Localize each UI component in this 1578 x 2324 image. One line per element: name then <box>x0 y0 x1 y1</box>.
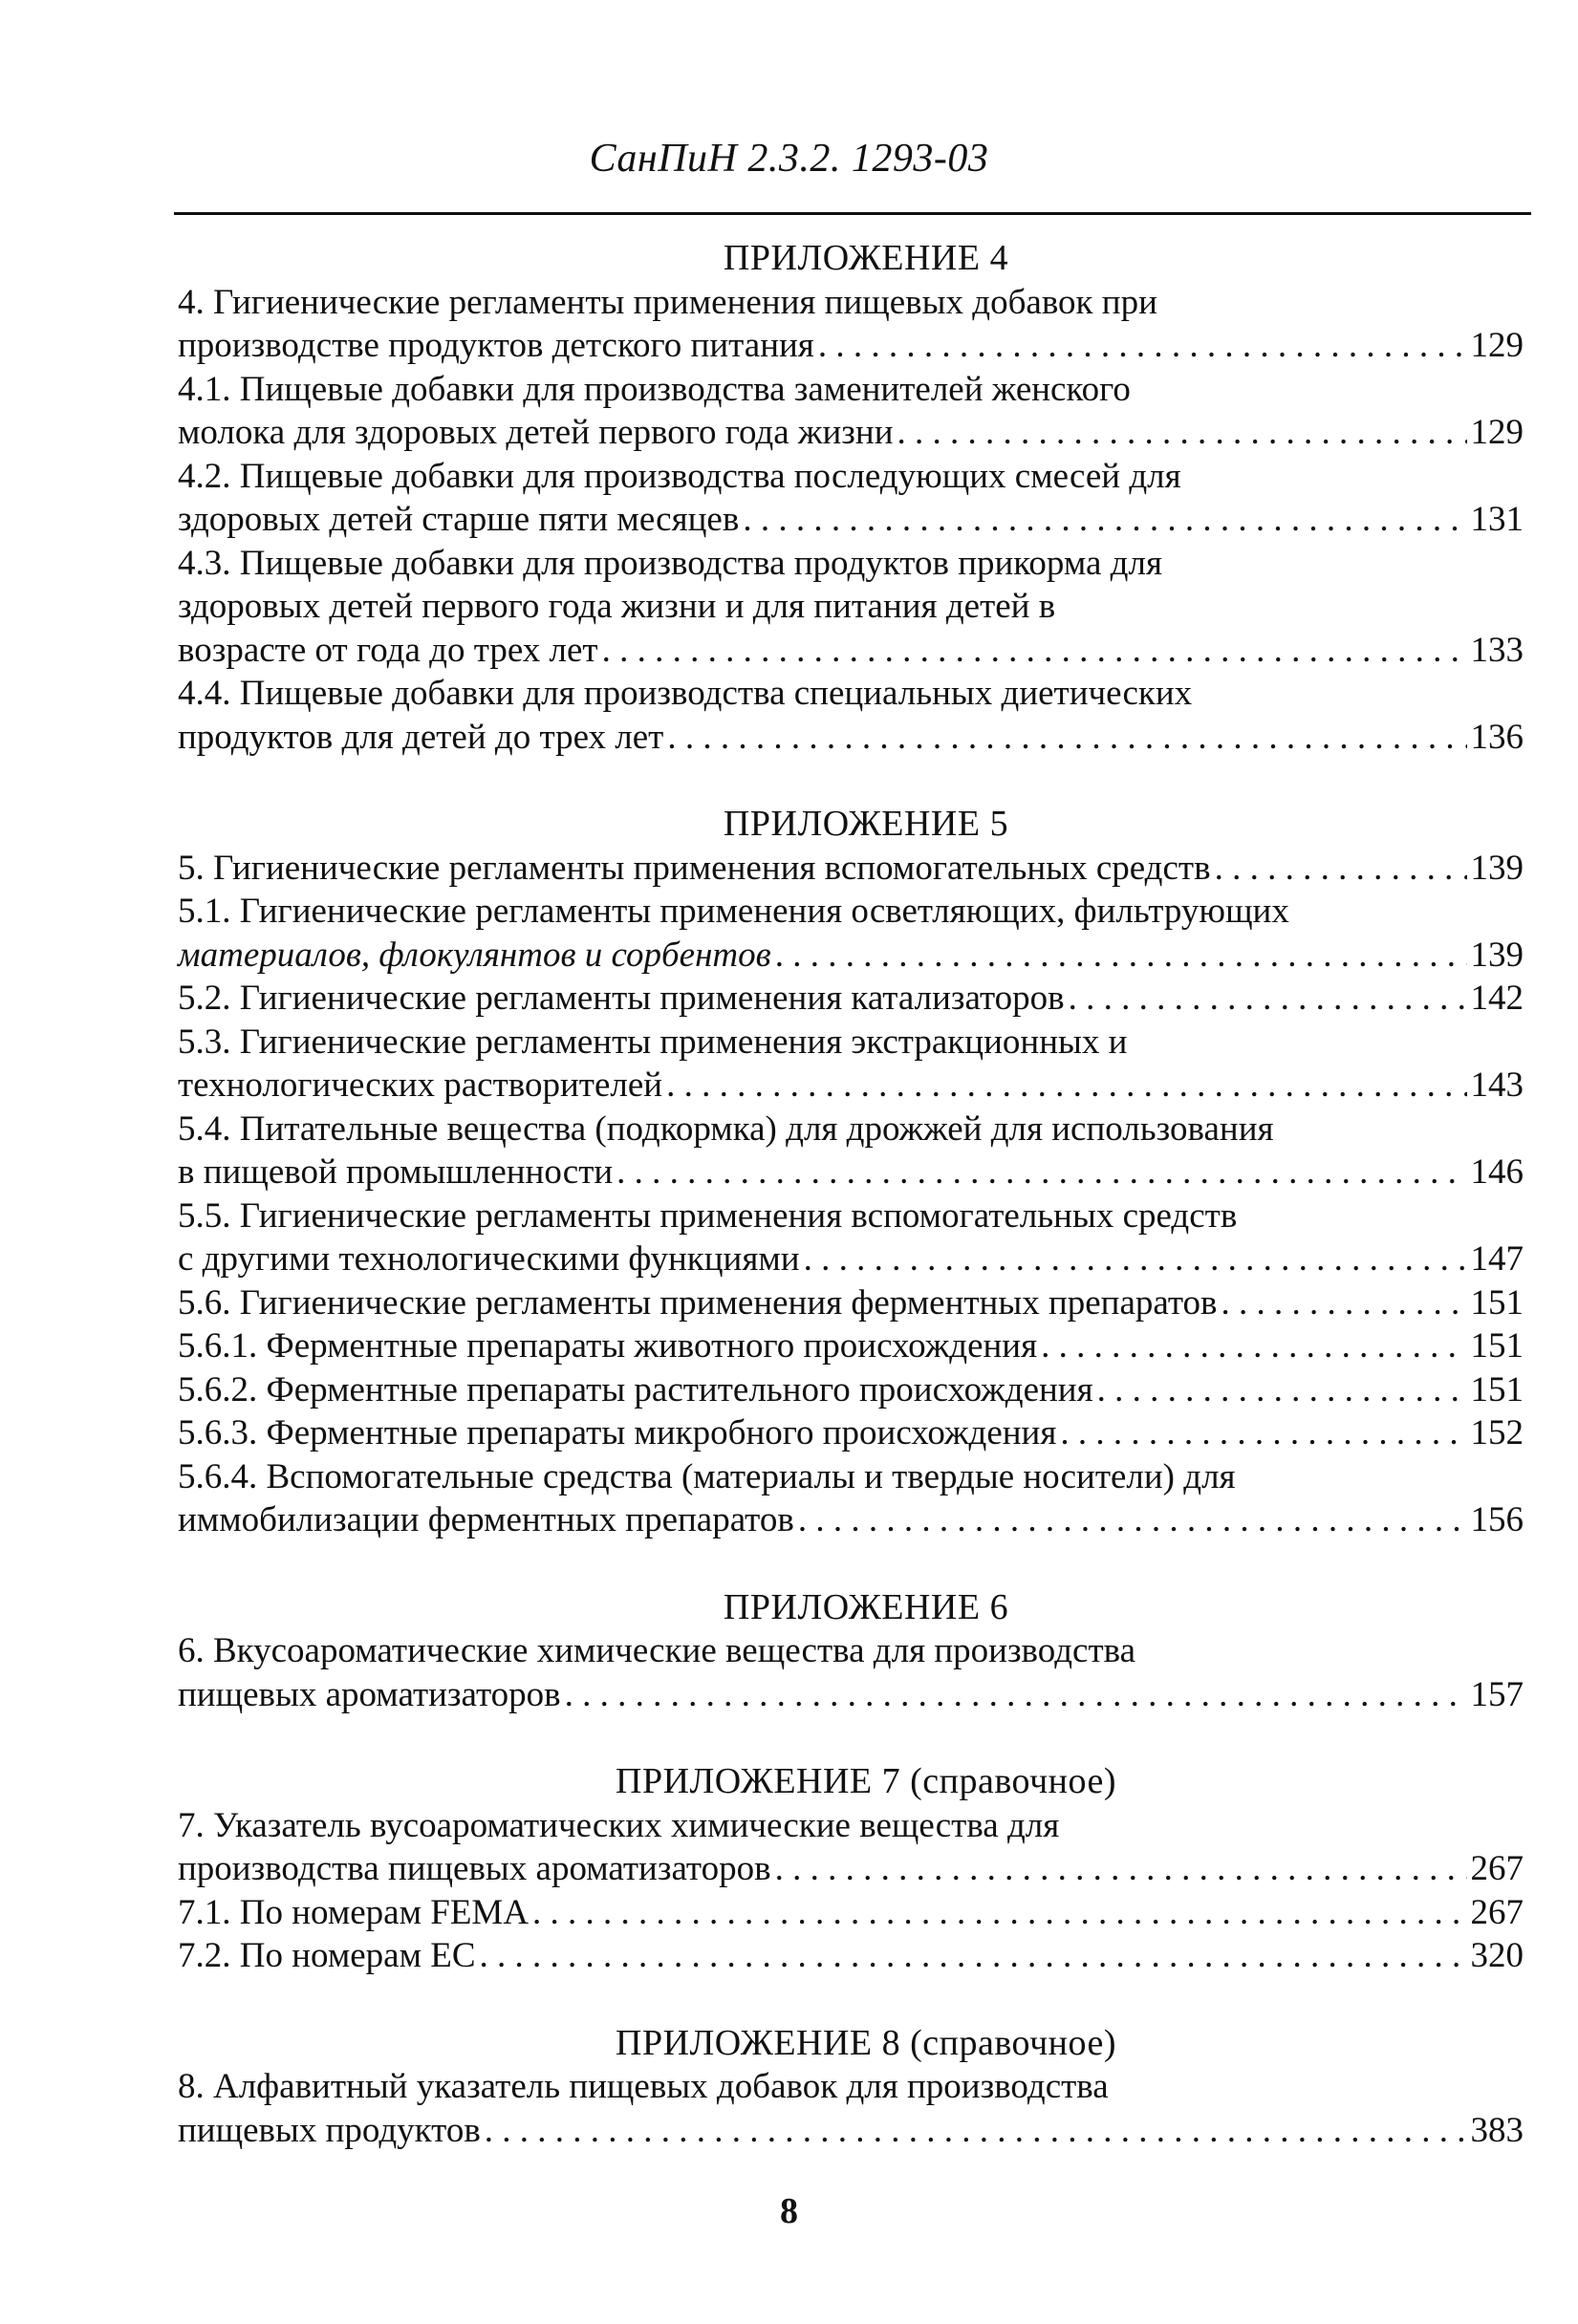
dot-leader <box>602 629 1467 673</box>
toc-entry[interactable] <box>178 1891 1524 1935</box>
toc-entry-line: 6. Вкусоароматические химические вещества для производства <box>178 1631 1136 1670</box>
toc-entry-line: 4.3. Пищевые добавки для производства продуктов прикорма для <box>178 543 1162 583</box>
section-title: ПРИЛОЖЕНИЕ 7 (справочное) <box>616 1761 1116 1801</box>
toc-entry-line: 4. Гигиенические регламенты применения пищевых добавок при <box>178 282 1157 322</box>
toc-entry[interactable] <box>178 1411 1524 1455</box>
toc-entry-title: с другими технологическими функциями <box>178 1239 800 1279</box>
toc-entry-title: 5. Гигиенические регламенты применения вспомогательных средств <box>178 848 1211 888</box>
running-header: СанПиН 2.3.2. 1293-03 <box>589 137 989 181</box>
toc-entry-leader-line <box>178 977 1524 1021</box>
toc-entry[interactable] <box>178 672 1524 759</box>
toc-entry-title: возрасте от года до трех лет <box>178 630 598 670</box>
dot-leader <box>804 1237 1467 1281</box>
toc-entry-leader-line <box>178 1151 1524 1194</box>
toc-entry-title: пищевых продуктов <box>178 2110 481 2150</box>
header-rule <box>174 212 1531 215</box>
toc-entry-leader-line <box>178 1498 1524 1542</box>
toc-entry-leader-line <box>178 1411 1524 1455</box>
dot-leader <box>897 411 1467 455</box>
toc-entry-line: 5.5. Гигиенические регламенты применения вспомогательных средств <box>178 1195 1238 1236</box>
toc-section <box>178 803 1524 1542</box>
toc-entry-line: 5.1. Гигиенические регламенты применения осветляющих, фильтрующих <box>178 892 1289 931</box>
toc-entry-leader-line <box>178 934 1524 978</box>
toc-page-number: 156 <box>1470 1500 1524 1539</box>
toc-entry[interactable] <box>178 1455 1524 1542</box>
dot-leader <box>616 1151 1466 1194</box>
toc-entry[interactable] <box>178 2065 1524 2152</box>
section-title: ПРИЛОЖЕНИЕ 5 <box>723 804 1009 844</box>
toc-section <box>178 2022 1524 2153</box>
toc-entry-line: 7. Указатель вусоароматических химические вещества для <box>178 1805 1060 1845</box>
toc-entry-title: в пищевой промышленности <box>178 1152 614 1192</box>
toc-entry-leader-line <box>178 2109 1524 2153</box>
toc-section <box>178 1760 1524 1978</box>
toc-entry-line: здоровых детей первого года жизни и для питания детей в <box>178 587 1056 626</box>
toc-entry-title: пищевых ароматизаторов <box>178 1674 561 1714</box>
toc-page-number: 136 <box>1470 717 1524 757</box>
dot-leader <box>1069 977 1467 1021</box>
toc-entry-title: молока для здоровых детей первого года жизни <box>178 413 894 452</box>
toc-entry[interactable] <box>178 847 1524 891</box>
toc-entry[interactable] <box>178 1194 1524 1281</box>
toc-entry[interactable] <box>178 1324 1524 1368</box>
dot-leader <box>565 1673 1467 1717</box>
toc-page-number: 267 <box>1470 1892 1524 1932</box>
toc-entry-line: 4.4. Пищевые добавки для производства специальных диетических <box>178 674 1193 713</box>
table-of-contents <box>178 237 1524 2152</box>
toc-entry-line: 4.1. Пищевые добавки для производства заменителей женского <box>178 369 1131 409</box>
dot-leader <box>667 716 1466 760</box>
toc-page-number: 139 <box>1470 935 1524 975</box>
toc-section <box>178 237 1524 759</box>
toc-entry-leader-line <box>178 629 1524 673</box>
toc-page-number: 146 <box>1470 1152 1524 1192</box>
toc-entry-leader-line <box>178 498 1524 542</box>
toc-page-number: 151 <box>1470 1282 1524 1323</box>
dot-leader <box>818 324 1467 368</box>
toc-entry-line: 5.3. Гигиенические регламенты применения экстракционных и <box>178 1022 1128 1062</box>
toc-entry-title: производстве продуктов детского питания <box>178 326 814 365</box>
dot-leader <box>775 1847 1467 1891</box>
dot-leader <box>666 1064 1466 1108</box>
toc-page-number: 143 <box>1470 1065 1524 1105</box>
toc-entry[interactable] <box>178 455 1524 542</box>
toc-entry-title: 7.2. По номерам ЕС <box>178 1936 476 1975</box>
toc-page-number: 320 <box>1470 1936 1524 1975</box>
toc-entry-line: 8. Алфавитный указатель пищевых добавок для производства <box>178 2067 1109 2106</box>
toc-entry[interactable] <box>178 1629 1524 1716</box>
toc-entry[interactable] <box>178 542 1524 673</box>
toc-entry-title: здоровых детей старше пяти месяцев <box>178 500 740 539</box>
toc-entry-line: 4.2. Пищевые добавки для производства последующих смесей для <box>178 456 1181 496</box>
toc-entry[interactable] <box>178 1021 1524 1108</box>
toc-page-number: 157 <box>1470 1674 1524 1714</box>
toc-entry-leader-line <box>178 1237 1524 1281</box>
toc-page-number: 129 <box>1470 413 1524 452</box>
toc-entry-line: 5.6.4. Вспомогательные средства (материалы и твердые носители) для <box>178 1456 1236 1496</box>
dot-leader <box>532 1891 1466 1935</box>
toc-entry[interactable] <box>178 281 1524 368</box>
dot-leader <box>485 2109 1467 2153</box>
toc-page-number: 133 <box>1470 630 1524 670</box>
toc-entry-leader-line <box>178 324 1524 368</box>
toc-entry-leader-line <box>178 1064 1524 1108</box>
dot-leader <box>1221 1281 1467 1325</box>
toc-entry-leader-line <box>178 1673 1524 1717</box>
toc-page-number: 129 <box>1470 326 1524 365</box>
toc-entry-leader-line <box>178 847 1524 891</box>
page-number: 8 <box>780 2191 798 2231</box>
toc-entry-title: продуктов для детей до трех лет <box>178 717 664 757</box>
toc-page-number: 147 <box>1470 1239 1524 1279</box>
toc-entry-leader-line <box>178 1324 1524 1368</box>
toc-entry[interactable] <box>178 1281 1524 1325</box>
dot-leader <box>743 498 1466 542</box>
toc-entry[interactable] <box>178 977 1524 1021</box>
dot-leader <box>1215 847 1467 891</box>
dot-leader <box>775 934 1467 978</box>
dot-leader <box>480 1934 1467 1978</box>
toc-page-number: 131 <box>1470 500 1524 539</box>
toc-entry-leader-line <box>178 1368 1524 1412</box>
toc-page-number: 142 <box>1470 979 1524 1018</box>
dot-leader <box>1041 1324 1466 1368</box>
section-title: ПРИЛОЖЕНИЕ 4 <box>723 238 1009 278</box>
toc-entry-title: иммобилизации ферментных препаратов <box>178 1500 794 1539</box>
toc-section <box>178 1586 1524 1717</box>
toc-entry-title: 5.6. Гигиенические регламенты применения ферментных препаратов <box>178 1282 1218 1323</box>
toc-entry-title: 7.1. По номерам FEMA <box>178 1892 530 1932</box>
toc-entry-leader-line <box>178 1891 1524 1935</box>
toc-entry[interactable] <box>178 1934 1524 1978</box>
toc-entry-title: материалов, флокулянтов и сорбентов <box>178 935 771 975</box>
section-title: ПРИЛОЖЕНИЕ 6 <box>723 1586 1009 1627</box>
toc-entry-leader-line <box>178 1934 1524 1978</box>
toc-entry-leader-line <box>178 716 1524 760</box>
section-title: ПРИЛОЖЕНИЕ 8 (справочное) <box>616 2022 1116 2063</box>
toc-entry[interactable] <box>178 1368 1524 1412</box>
toc-entry-title: 5.6.1. Ферментные препараты животного происхождения <box>178 1326 1038 1366</box>
toc-entry-title: производства пищевых ароматизаторов <box>178 1849 771 1888</box>
toc-page-number: 152 <box>1470 1413 1524 1452</box>
toc-entry-title: технологических растворителей <box>178 1065 663 1105</box>
toc-entry-leader-line <box>178 1281 1524 1325</box>
toc-page-number: 267 <box>1470 1849 1524 1888</box>
toc-entry-leader-line <box>178 411 1524 455</box>
dot-leader <box>1097 1368 1467 1412</box>
dot-leader <box>798 1498 1467 1542</box>
toc-page-number: 383 <box>1470 2110 1524 2150</box>
toc-page-number: 139 <box>1470 848 1524 888</box>
toc-entry-title: 5.6.2. Ферментные препараты растительного происхождения <box>178 1369 1093 1409</box>
toc-entry[interactable] <box>178 890 1524 977</box>
toc-entry[interactable] <box>178 1108 1524 1194</box>
toc-page-number: 151 <box>1470 1326 1524 1366</box>
toc-entry[interactable] <box>178 368 1524 455</box>
toc-entry[interactable] <box>178 1804 1524 1891</box>
toc-entry-line: 5.4. Питательные вещества (подкормка) для дрожжей для использования <box>178 1108 1274 1149</box>
toc-page-number: 151 <box>1470 1369 1524 1409</box>
toc-entry-title: 5.6.3. Ферментные препараты микробного происхождения <box>178 1413 1057 1452</box>
toc-entry-leader-line <box>178 1847 1524 1891</box>
toc-entry-title: 5.2. Гигиенические регламенты применения катализаторов <box>178 979 1065 1018</box>
dot-leader <box>1060 1411 1466 1455</box>
